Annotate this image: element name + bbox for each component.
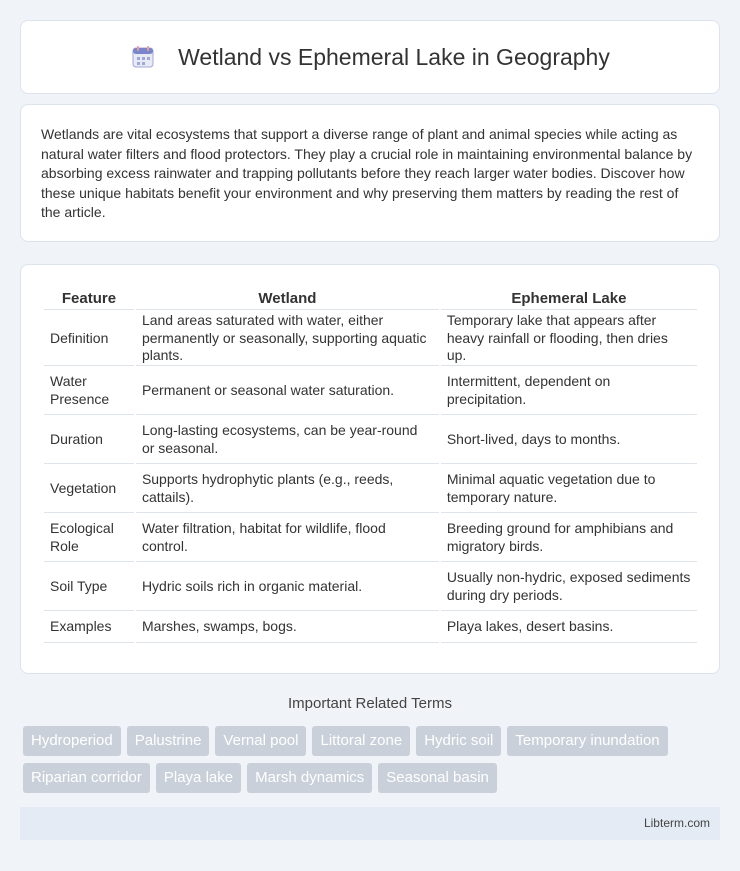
ephemeral-cell: Minimal aquatic vegetation due to temporary nature. xyxy=(441,466,697,513)
comparison-table-card xyxy=(20,264,720,674)
tag-marsh-dynamics[interactable]: Marsh dynamics xyxy=(247,763,372,793)
feature-cell: Water Presence xyxy=(44,368,134,415)
table-row xyxy=(44,564,697,611)
tag-hydroperiod[interactable]: Hydroperiod xyxy=(23,726,121,756)
table-row xyxy=(44,466,697,513)
title-card xyxy=(20,20,720,94)
header-ephemeral-lake: Ephemeral Lake xyxy=(441,287,697,310)
tag-playa-lake[interactable]: Playa lake xyxy=(156,763,241,793)
feature-cell: Examples xyxy=(44,613,134,643)
calendar-icon xyxy=(130,44,156,70)
ephemeral-cell: Short-lived, days to months. xyxy=(441,417,697,464)
tag-palustrine[interactable]: Palustrine xyxy=(127,726,210,756)
table-row xyxy=(44,613,697,643)
wetland-cell: Land areas saturated with water, either permanently or seasonally, supporting aquatic plants. xyxy=(136,312,439,366)
table-row xyxy=(44,368,697,415)
related-terms-list xyxy=(23,726,723,800)
table-header-row xyxy=(44,287,697,310)
wetland-cell: Long-lasting ecosystems, can be year-round or seasonal. xyxy=(136,417,439,464)
wetland-cell: Supports hydrophytic plants (e.g., reeds, cattails). xyxy=(136,466,439,513)
wetland-cell: Hydric soils rich in organic material. xyxy=(136,564,439,611)
tag-temporary-inundation[interactable]: Temporary inundation xyxy=(507,726,667,756)
related-terms-heading: Important Related Terms xyxy=(288,695,452,712)
intro-card xyxy=(20,104,720,242)
footer xyxy=(20,807,720,840)
wetland-cell: Marshes, swamps, bogs. xyxy=(136,613,439,643)
header-feature: Feature xyxy=(44,287,134,310)
feature-cell: Vegetation xyxy=(44,466,134,513)
tag-hydric-soil[interactable]: Hydric soil xyxy=(416,726,501,756)
table-row xyxy=(44,312,697,366)
table-row xyxy=(44,417,697,464)
header-wetland: Wetland xyxy=(136,287,439,310)
intro-paragraph: Wetlands are vital ecosystems that support a diverse range of plant and animal species while acting as natural water filters and flood protectors. They play a crucial role in maintaining environmental balance by absorbing excess rainwater and trapping pollutants before they reach larger water bodies. Discover how these unique habitats benefit your environment and why preserving them matters by reading the rest of the article. xyxy=(41,126,693,220)
tag-seasonal-basin[interactable]: Seasonal basin xyxy=(378,763,497,793)
feature-cell: Definition xyxy=(44,312,134,366)
feature-cell: Duration xyxy=(44,417,134,464)
page-title: Wetland vs Ephemeral Lake in Geography xyxy=(178,43,610,70)
table-row xyxy=(44,515,697,562)
ephemeral-cell: Usually non-hydric, exposed sediments during dry periods. xyxy=(441,564,697,611)
ephemeral-cell: Playa lakes, desert basins. xyxy=(441,613,697,643)
footer-site-link[interactable]: Libterm.com xyxy=(643,816,710,830)
tag-vernal-pool[interactable]: Vernal pool xyxy=(215,726,306,756)
feature-cell: Ecological Role xyxy=(44,515,134,562)
ephemeral-cell: Breeding ground for amphibians and migratory birds. xyxy=(441,515,697,562)
tag-littoral-zone[interactable]: Littoral zone xyxy=(312,726,410,756)
ephemeral-cell: Intermittent, dependent on precipitation. xyxy=(441,368,697,415)
tag-riparian-corridor[interactable]: Riparian corridor xyxy=(23,763,150,793)
wetland-cell: Permanent or seasonal water saturation. xyxy=(136,368,439,415)
feature-cell: Soil Type xyxy=(44,564,134,611)
wetland-cell: Water filtration, habitat for wildlife, flood control. xyxy=(136,515,439,562)
ephemeral-cell: Temporary lake that appears after heavy rainfall or flooding, then dries up. xyxy=(441,312,697,366)
comparison-table xyxy=(42,285,699,645)
